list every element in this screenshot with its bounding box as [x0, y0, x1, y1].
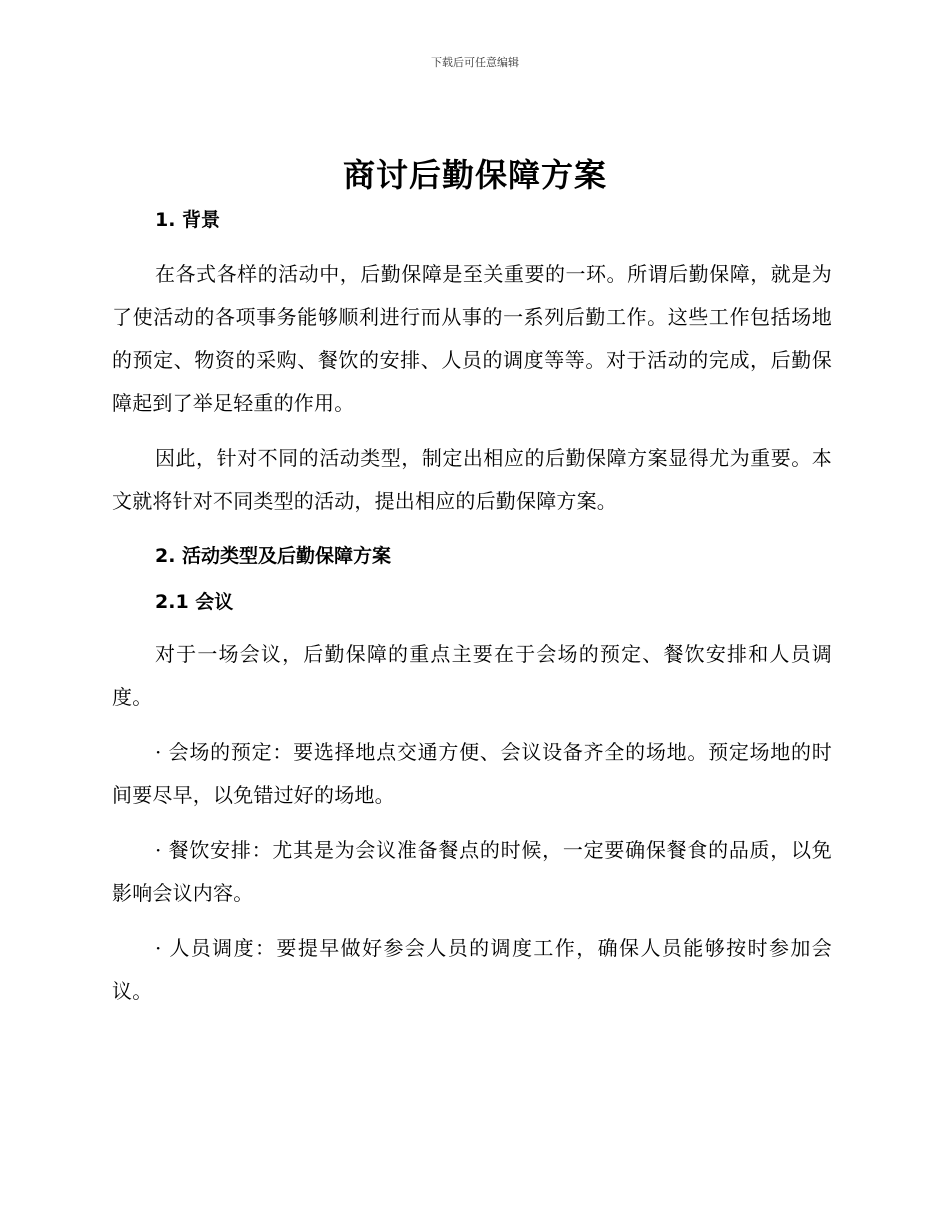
- paragraph-background-2: 因此，针对不同的活动类型，制定出相应的后勤保障方案显得尤为重要。本文就将针对不同类型的活动，提出相应的后勤保障方案。: [112, 446, 832, 513]
- header-note: 下载后可任意编辑: [431, 56, 519, 69]
- paragraph-background-1: 在各式各样的活动中，后勤保障是至关重要的一环。所谓后勤保障，就是为了使活动的各项事务能够顺利进行而从事的一系列后勤工作。这些工作包括场地的预定、物资的采购、餐饮的安排、人员的调度等等。对于活动的完成，后勤保障起到了举足轻重的作用。: [112, 262, 832, 415]
- document-body: [112, 205, 832, 1025]
- list-item-catering: · 餐饮安排：尤其是为会议准备餐点的时候，一定要确保餐食的品质，以免影响会议内容。: [112, 838, 832, 905]
- subsection-heading-meeting: 2.1 会议: [155, 591, 234, 613]
- document-title: 商讨后勤保障方案: [342, 156, 607, 194]
- section-heading-activity-types: 2. 活动类型及后勤保障方案: [155, 545, 392, 567]
- list-item-venue: · 会场的预定：要选择地点交通方便、会议设备齐全的场地。预定场地的时间要尽早，以免错过好的场地。: [112, 740, 832, 807]
- section-heading-background: 1. 背景: [155, 209, 221, 231]
- paragraph-meeting-intro: 对于一场会议，后勤保障的重点主要在于会场的预定、餐饮安排和人员调度。: [112, 642, 832, 709]
- list-item-staffing: · 人员调度：要提早做好参会人员的调度工作，确保人员能够按时参加会议。: [112, 936, 832, 1003]
